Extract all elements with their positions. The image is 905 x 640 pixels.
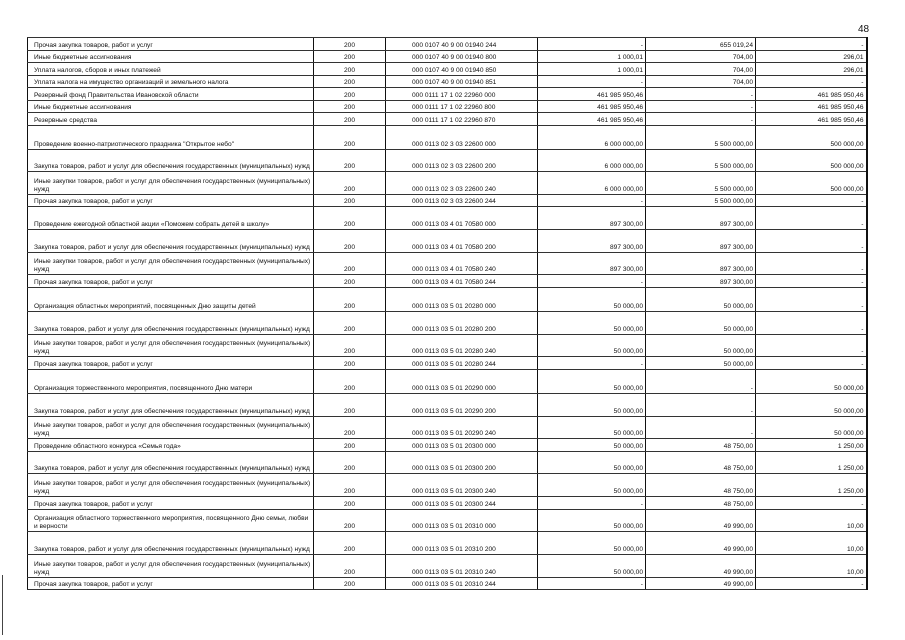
budget-code: 000 0111 17 1 02 22960 800: [386, 100, 538, 113]
row-name: Прочая закупка товаров, работ и услуг: [28, 275, 314, 288]
budget-code: 000 0107 40 9 00 01940 850: [386, 63, 538, 76]
budget-code: 000 0113 03 5 01 20300 240: [386, 474, 538, 497]
executed-amount: 50 000,00: [646, 357, 756, 370]
table-row: [28, 172, 867, 195]
executed-amount: 704,00: [646, 63, 756, 76]
row-name: Резервные средства: [28, 113, 314, 126]
table-row: [28, 393, 867, 416]
remaining-amount: 10,00: [756, 509, 867, 532]
executed-amount: 48 750,00: [646, 439, 756, 452]
remaining-amount: -: [756, 497, 867, 510]
admin-code: 200: [314, 125, 386, 149]
budget-code: 000 0113 03 5 01 20310 000: [386, 509, 538, 532]
admin-code: 200: [314, 369, 386, 393]
executed-amount: 48 750,00: [646, 451, 756, 474]
remaining-amount: 50 000,00: [756, 393, 867, 416]
executed-amount: -: [646, 100, 756, 113]
approved-amount: -: [538, 194, 646, 207]
executed-amount: 5 500 000,00: [646, 149, 756, 172]
admin-code: 200: [314, 230, 386, 253]
executed-amount: 48 750,00: [646, 497, 756, 510]
admin-code: 200: [314, 75, 386, 88]
row-name: Иные бюджетные ассигнования: [28, 100, 314, 113]
row-name: Иные закупки товаров, работ и услуг для обеспечения государственных (муниципальных) нужд: [28, 416, 314, 439]
remaining-amount: 461 985 950,46: [756, 88, 867, 101]
remaining-amount: -: [756, 287, 867, 311]
remaining-amount: -: [756, 38, 867, 51]
budget-code: 000 0113 03 5 01 20300 244: [386, 497, 538, 510]
executed-amount: -: [646, 113, 756, 126]
approved-amount: 50 000,00: [538, 311, 646, 334]
executed-amount: -: [646, 88, 756, 101]
row-name: Прочая закупка товаров, работ и услуг: [28, 577, 314, 590]
remaining-amount: 461 985 950,46: [756, 100, 867, 113]
approved-amount: 50 000,00: [538, 369, 646, 393]
row-name: Уплата налога на имущество организаций и земельного налога: [28, 75, 314, 88]
admin-code: 200: [314, 357, 386, 370]
row-name: Иные закупки товаров, работ и услуг для обеспечения государственных (муниципальных) нужд: [28, 474, 314, 497]
table-row: [28, 497, 867, 510]
remaining-amount: -: [756, 275, 867, 288]
table-row: [28, 63, 867, 76]
row-name: Иные закупки товаров, работ и услуг для обеспечения государственных (муниципальных) нужд: [28, 252, 314, 275]
executed-amount: 49 990,00: [646, 554, 756, 577]
table-row: [28, 369, 867, 393]
row-name: Закупка товаров, работ и услуг для обеспечения государственных (муниципальных) нужд: [28, 230, 314, 253]
budget-code: 000 0113 03 4 01 70580 000: [386, 207, 538, 230]
table-row: [28, 509, 867, 532]
budget-code: 000 0107 40 9 00 01940 244: [386, 38, 538, 51]
approved-amount: 1 000,01: [538, 63, 646, 76]
remaining-amount: -: [756, 311, 867, 334]
table-row: [28, 275, 867, 288]
budget-code: 000 0111 17 1 02 22960 000: [386, 88, 538, 101]
approved-amount: -: [538, 275, 646, 288]
approved-amount: 6 000 000,00: [538, 149, 646, 172]
executed-amount: -: [646, 369, 756, 393]
approved-amount: 50 000,00: [538, 532, 646, 555]
remaining-amount: 500 000,00: [756, 172, 867, 195]
budget-code: 000 0113 03 5 01 20310 244: [386, 577, 538, 590]
executed-amount: 48 750,00: [646, 474, 756, 497]
table-row: [28, 207, 867, 230]
executed-amount: -: [646, 393, 756, 416]
row-name: Иные закупки товаров, работ и услуг для обеспечения государственных (муниципальных) нужд: [28, 334, 314, 357]
row-name: Закупка товаров, работ и услуг для обеспечения государственных (муниципальных) нужд: [28, 149, 314, 172]
remaining-amount: -: [756, 230, 867, 253]
remaining-amount: 1 250,00: [756, 451, 867, 474]
executed-amount: 897 300,00: [646, 207, 756, 230]
row-name: Организация торжественного мероприятия, посвященного Дню матери: [28, 369, 314, 393]
page-number: 48: [858, 24, 870, 35]
approved-amount: 897 300,00: [538, 252, 646, 275]
approved-amount: 897 300,00: [538, 230, 646, 253]
admin-code: 200: [314, 334, 386, 357]
table-row: [28, 416, 867, 439]
executed-amount: 704,00: [646, 75, 756, 88]
executed-amount: 50 000,00: [646, 311, 756, 334]
budget-code: 000 0107 40 9 00 01940 800: [386, 50, 538, 63]
approved-amount: 50 000,00: [538, 393, 646, 416]
table-row: [28, 311, 867, 334]
executed-amount: 49 990,00: [646, 532, 756, 555]
row-name: Прочая закупка товаров, работ и услуг: [28, 194, 314, 207]
executed-amount: 5 500 000,00: [646, 194, 756, 207]
admin-code: 200: [314, 172, 386, 195]
row-name: Закупка товаров, работ и услуг для обеспечения государственных (муниципальных) нужд: [28, 532, 314, 555]
approved-amount: -: [538, 577, 646, 590]
approved-amount: -: [538, 38, 646, 51]
budget-code: 000 0113 03 5 01 20290 240: [386, 416, 538, 439]
remaining-amount: -: [756, 252, 867, 275]
table-row: [28, 149, 867, 172]
approved-amount: 50 000,00: [538, 416, 646, 439]
executed-amount: 704,00: [646, 50, 756, 63]
admin-code: 200: [314, 252, 386, 275]
admin-code: 200: [314, 287, 386, 311]
row-name: Прочая закупка товаров, работ и услуг: [28, 357, 314, 370]
budget-code: 000 0113 03 5 01 20310 240: [386, 554, 538, 577]
admin-code: 200: [314, 474, 386, 497]
table-row: [28, 357, 867, 370]
admin-code: 200: [314, 38, 386, 51]
remaining-amount: 296,01: [756, 63, 867, 76]
admin-code: 200: [314, 497, 386, 510]
table-row: [28, 334, 867, 357]
row-name: Закупка товаров, работ и услуг для обеспечения государственных (муниципальных) нужд: [28, 393, 314, 416]
remaining-amount: 500 000,00: [756, 125, 867, 149]
row-name: Иные бюджетные ассигнования: [28, 50, 314, 63]
budget-code: 000 0113 03 4 01 70580 200: [386, 230, 538, 253]
budget-code: 000 0113 03 5 01 20280 244: [386, 357, 538, 370]
budget-code: 000 0113 03 5 01 20290 000: [386, 369, 538, 393]
admin-code: 200: [314, 275, 386, 288]
executed-amount: 49 990,00: [646, 509, 756, 532]
budget-code: 000 0113 03 4 01 70580 244: [386, 275, 538, 288]
approved-amount: 50 000,00: [538, 554, 646, 577]
admin-code: 200: [314, 194, 386, 207]
executed-amount: 49 990,00: [646, 577, 756, 590]
row-name: Проведение ежегодной областной акции «Поможем собрать детей в школу»: [28, 207, 314, 230]
approved-amount: 461 985 950,46: [538, 113, 646, 126]
budget-code: 000 0113 03 5 01 20300 200: [386, 451, 538, 474]
row-name: Закупка товаров, работ и услуг для обеспечения государственных (муниципальных) нужд: [28, 451, 314, 474]
remaining-amount: 296,01: [756, 50, 867, 63]
table-row: [28, 474, 867, 497]
budget-code: 000 0113 03 5 01 20310 200: [386, 532, 538, 555]
approved-amount: 50 000,00: [538, 474, 646, 497]
admin-code: 200: [314, 577, 386, 590]
admin-code: 200: [314, 509, 386, 532]
row-name: Закупка товаров, работ и услуг для обеспечения государственных (муниципальных) нужд: [28, 311, 314, 334]
table-row: [28, 532, 867, 555]
approved-amount: 50 000,00: [538, 334, 646, 357]
remaining-amount: 10,00: [756, 554, 867, 577]
approved-amount: 6 000 000,00: [538, 125, 646, 149]
budget-code: 000 0107 40 9 00 01940 851: [386, 75, 538, 88]
table-row: [28, 439, 867, 452]
approved-amount: 461 985 950,46: [538, 100, 646, 113]
admin-code: 200: [314, 100, 386, 113]
executed-amount: 897 300,00: [646, 275, 756, 288]
scan-margin-line: [2, 575, 3, 635]
admin-code: 200: [314, 63, 386, 76]
executed-amount: 897 300,00: [646, 252, 756, 275]
remaining-amount: -: [756, 357, 867, 370]
table-row: [28, 100, 867, 113]
approved-amount: 1 000,01: [538, 50, 646, 63]
row-name: Иные закупки товаров, работ и услуг для обеспечения государственных (муниципальных) нужд: [28, 554, 314, 577]
approved-amount: 50 000,00: [538, 439, 646, 452]
budget-code: 000 0113 02 3 03 22600 000: [386, 125, 538, 149]
budget-code: 000 0113 03 5 01 20280 000: [386, 287, 538, 311]
table-row: [28, 230, 867, 253]
remaining-amount: 461 985 950,46: [756, 113, 867, 126]
admin-code: 200: [314, 113, 386, 126]
executed-amount: 897 300,00: [646, 230, 756, 253]
remaining-amount: -: [756, 577, 867, 590]
remaining-amount: 10,00: [756, 532, 867, 555]
budget-code: 000 0113 03 5 01 20290 200: [386, 393, 538, 416]
admin-code: 200: [314, 393, 386, 416]
admin-code: 200: [314, 439, 386, 452]
approved-amount: 6 000 000,00: [538, 172, 646, 195]
admin-code: 200: [314, 532, 386, 555]
row-name: Организация областного торжественного мероприятия, посвященного Дню семьи, любви и верности: [28, 509, 314, 532]
table-row: [28, 88, 867, 101]
budget-code: 000 0113 02 3 03 22600 240: [386, 172, 538, 195]
table-row: [28, 554, 867, 577]
row-name: Резервный фонд Правительства Ивановской области: [28, 88, 314, 101]
admin-code: 200: [314, 311, 386, 334]
executed-amount: 50 000,00: [646, 334, 756, 357]
executed-amount: 5 500 000,00: [646, 172, 756, 195]
budget-code: 000 0113 02 3 03 22600 200: [386, 149, 538, 172]
approved-amount: 461 985 950,46: [538, 88, 646, 101]
admin-code: 200: [314, 50, 386, 63]
remaining-amount: -: [756, 75, 867, 88]
table-row: [28, 252, 867, 275]
remaining-amount: -: [756, 194, 867, 207]
remaining-amount: 50 000,00: [756, 416, 867, 439]
table-row: [28, 50, 867, 63]
table-row: [28, 113, 867, 126]
remaining-amount: 1 250,00: [756, 439, 867, 452]
approved-amount: -: [538, 75, 646, 88]
row-name: Иные закупки товаров, работ и услуг для обеспечения государственных (муниципальных) нужд: [28, 172, 314, 195]
approved-amount: -: [538, 497, 646, 510]
approved-amount: 50 000,00: [538, 287, 646, 311]
executed-amount: -: [646, 416, 756, 439]
table-row: [28, 577, 867, 590]
approved-amount: 50 000,00: [538, 451, 646, 474]
row-name: Уплата налогов, сборов и иных платежей: [28, 63, 314, 76]
budget-execution-table: [27, 37, 868, 590]
budget-code: 000 0113 03 4 01 70580 240: [386, 252, 538, 275]
table-row: [28, 194, 867, 207]
budget-code: 000 0111 17 1 02 22960 870: [386, 113, 538, 126]
budget-code: 000 0113 03 5 01 20280 240: [386, 334, 538, 357]
approved-amount: -: [538, 357, 646, 370]
table-row: [28, 451, 867, 474]
remaining-amount: 500 000,00: [756, 149, 867, 172]
admin-code: 200: [314, 88, 386, 101]
row-name: Прочая закупка товаров, работ и услуг: [28, 497, 314, 510]
row-name: Проведение областного конкурса «Семья года»: [28, 439, 314, 452]
remaining-amount: -: [756, 207, 867, 230]
table-row: [28, 125, 867, 149]
budget-code: 000 0113 03 5 01 20300 000: [386, 439, 538, 452]
approved-amount: 50 000,00: [538, 509, 646, 532]
executed-amount: 5 500 000,00: [646, 125, 756, 149]
remaining-amount: -: [756, 334, 867, 357]
remaining-amount: 50 000,00: [756, 369, 867, 393]
remaining-amount: 1 250,00: [756, 474, 867, 497]
row-name: Прочая закупка товаров, работ и услуг: [28, 38, 314, 51]
budget-code: 000 0113 03 5 01 20280 200: [386, 311, 538, 334]
admin-code: 200: [314, 451, 386, 474]
admin-code: 200: [314, 416, 386, 439]
table-row: [28, 287, 867, 311]
approved-amount: 897 300,00: [538, 207, 646, 230]
executed-amount: 655 019,24: [646, 38, 756, 51]
table-row: [28, 75, 867, 88]
row-name: Организация областных мероприятий, посвященных Дню защиты детей: [28, 287, 314, 311]
admin-code: 200: [314, 149, 386, 172]
table-row: [28, 38, 867, 51]
executed-amount: 50 000,00: [646, 287, 756, 311]
admin-code: 200: [314, 207, 386, 230]
row-name: Проведение военно-патриотического праздника "Открытое небо": [28, 125, 314, 149]
budget-code: 000 0113 02 3 03 22600 244: [386, 194, 538, 207]
admin-code: 200: [314, 554, 386, 577]
